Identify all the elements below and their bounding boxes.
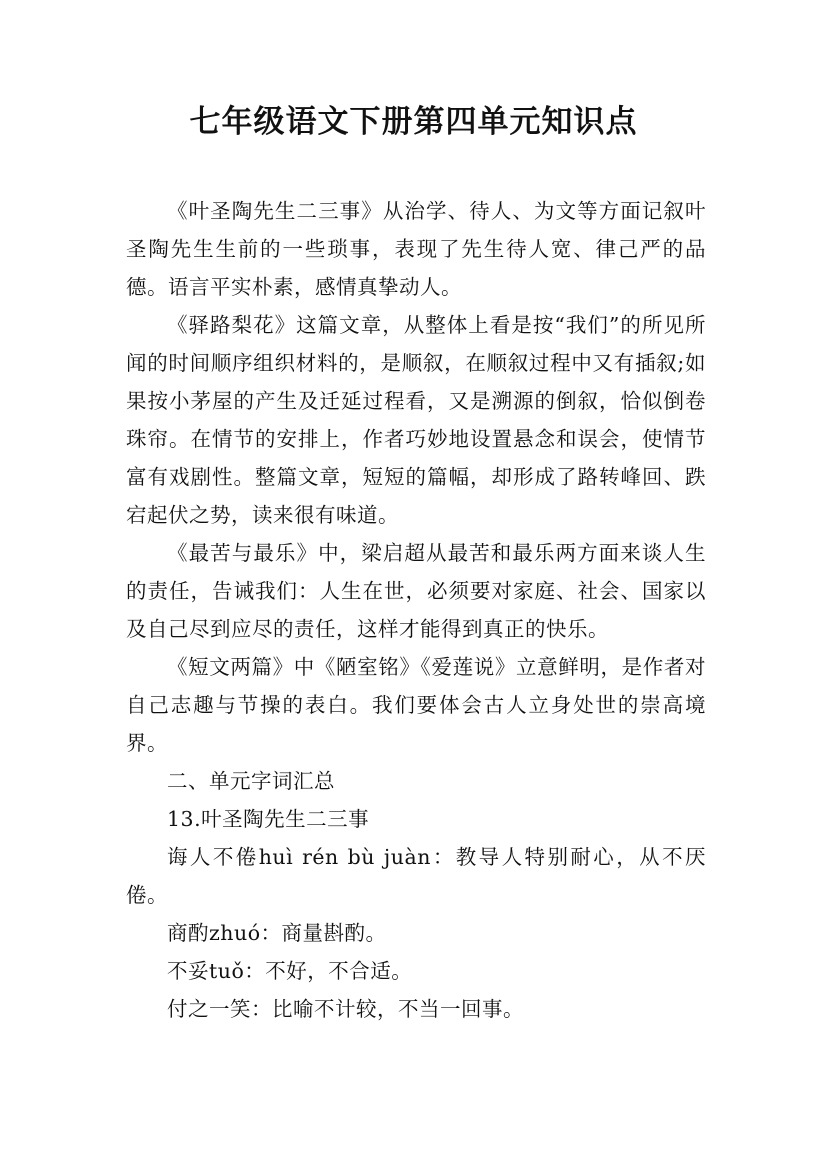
document-body	[126, 192, 706, 1028]
paragraph-zuiku-yu-zuile: 《最苦与最乐》中，梁启超从最苦和最乐两方面来谈人生的责任，告诫我们：人生在世，必须要对家庭、社会、国家以及自己尽到应尽的责任，这样才能得到真正的快乐。	[126, 541, 706, 641]
vocab-item: 不妥tuǒ：不好，不合适。	[167, 959, 413, 983]
document-title: 七年级语文下册第四单元知识点	[189, 104, 638, 140]
vocab-item: 付之一笑：比喻不计较，不当一回事。	[167, 997, 524, 1021]
paragraph-yilu-lihua: 《驿路梨花》这篇文章，从整体上看是按“我们”的所见所闻的时间顺序组织材料的，是顺叙，在顺叙过程中又有插叙;如果按小茅屋的产生及迁延过程看，又是溯源的倒叙，恰似倒卷珠帘。在情节的安排上，作者巧妙地设置悬念和误会，使情节富有戏剧性。整篇文章，短短的篇幅，却形成了路转峰回、跌宕起伏之势，读来很有味道。	[126, 313, 706, 527]
vocab-item: 商酌zhuó：商量斟酌。	[167, 921, 387, 945]
lesson-heading: 13.叶圣陶先生二三事	[167, 807, 370, 831]
vocab-item: 诲人不倦huì rén bù juàn：教导人特别耐心，从不厌倦。	[126, 845, 706, 907]
paragraph-duanwen-liangpian: 《短文两篇》中《陋室铭》《爱莲说》立意鲜明，是作者对自己志趣与节操的表白。我们要体会古人立身处世的崇高境界。	[126, 655, 706, 755]
section-heading: 二、单元字词汇总	[167, 769, 335, 793]
paragraph-ye-shengtao: 《叶圣陶先生二三事》从治学、待人、为文等方面记叙叶圣陶先生生前的一些琐事，表现了先生待人宽、律己严的品德。语言平实朴素，感情真挚动人。	[126, 199, 706, 299]
